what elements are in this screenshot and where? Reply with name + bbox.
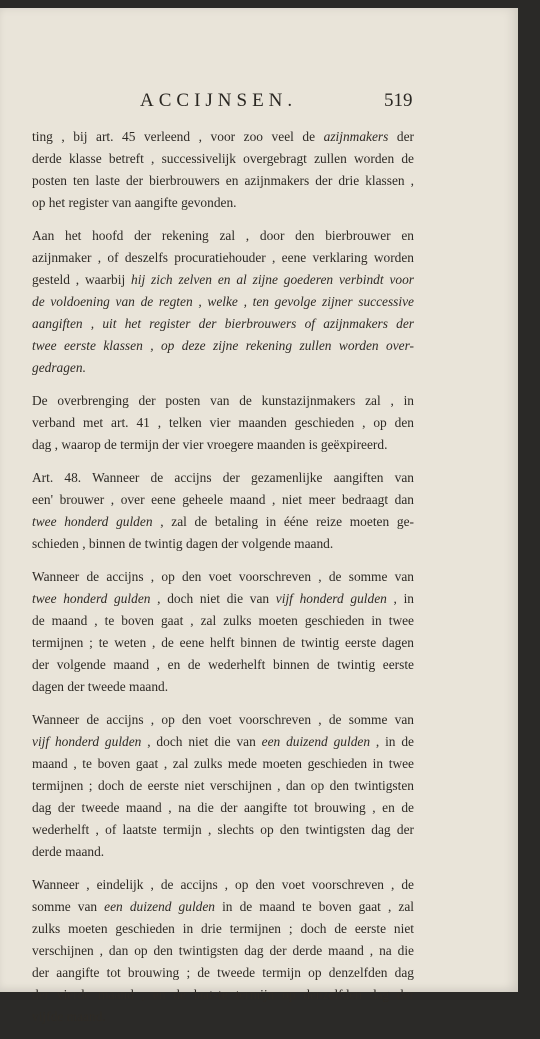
text-line <box>32 940 414 962</box>
text-line <box>32 291 414 313</box>
text-segment: somme van <box>32 899 105 914</box>
text-line <box>32 588 414 610</box>
text-line <box>32 467 414 489</box>
paragraph <box>32 874 414 1028</box>
text-line <box>32 984 414 1006</box>
text-segment: verschijnen , dan op den twintigsten dag der derde maand , na die <box>32 943 414 958</box>
paragraph <box>32 709 414 863</box>
text-segment: , doch niet die van <box>141 734 262 749</box>
text-segment: azijnmaker , of deszelfs procuratiehouder , eene verklaring worden <box>32 250 414 265</box>
paragraph <box>32 566 414 698</box>
text-segment: , in de <box>370 734 414 749</box>
text-segment: wederhelft , of laatste termijn , slechts op den twintigsten dag der <box>32 822 414 837</box>
text-segment: der <box>388 129 415 144</box>
text-segment: derde klasse betreft , successivelijk overgebragt zullen worden de <box>32 151 414 166</box>
text-line <box>32 1006 414 1028</box>
text-line <box>32 654 414 676</box>
text-line <box>32 192 414 214</box>
text-segment: de maand , te boven gaat , zal zulks moeten geschieden in twee <box>32 613 414 628</box>
text-line <box>32 390 414 412</box>
italic-text: vijf honderd gulden <box>275 591 387 606</box>
page-number: 519 <box>384 90 413 111</box>
body-text <box>32 126 414 1039</box>
text-line <box>32 357 414 379</box>
italic-text: gedragen. <box>32 360 86 375</box>
text-segment: , in <box>386 591 414 606</box>
text-line <box>32 610 414 632</box>
text-segment: , doch niet die van <box>150 591 276 606</box>
text-segment: schieden , binnen de twintig dagen der volgende maand. <box>32 536 334 551</box>
text-segment: der aangifte tot brouwing ; de tweede termijn op denzelfden dag <box>32 965 414 980</box>
text-segment: vijfde maand. <box>32 1009 106 1024</box>
italic-text: aangiften , uit het register der bierbrouwers of azijnmakers der <box>32 316 414 331</box>
text-line <box>32 533 414 555</box>
text-line <box>32 962 414 984</box>
text-segment: ting , bij art. 45 verleend , voor zoo veel de <box>32 129 324 144</box>
text-line <box>32 247 414 269</box>
paragraph <box>32 225 414 379</box>
text-line <box>32 896 414 918</box>
italic-text: vijf honderd gulden <box>32 734 142 749</box>
text-segment: termijnen ; doch de eerste niet verschijnen , dan op den twintigsten <box>32 778 414 793</box>
paragraph <box>32 126 414 214</box>
paragraph <box>32 390 414 456</box>
running-head: ACCIJNSEN. <box>140 90 298 111</box>
text-segment: dag , waarop de termijn der vier vroegere maanden is geëxpireerd. <box>32 437 388 452</box>
italic-text: twee eerste klassen , op deze zijne rekening zullen worden over- <box>32 338 414 353</box>
text-line <box>32 126 414 148</box>
italic-text: twee honderd gulden <box>32 514 153 529</box>
italic-text: azijnmakers <box>323 129 389 144</box>
text-line <box>32 225 414 247</box>
text-line <box>32 632 414 654</box>
text-segment: Wanneer de accijns , op den voet voorschreven , de somme van <box>32 712 414 727</box>
italic-text: twee honderd gulden <box>32 591 151 606</box>
book-page <box>0 8 518 1024</box>
italic-text: een duizend gulden <box>261 734 371 749</box>
text-line <box>32 170 414 192</box>
text-segment: , zal de betaling in éénе reize moeten ge- <box>152 514 414 529</box>
text-segment: Wanneer de accijns , op den voet voorschreven , de somme van <box>32 569 414 584</box>
italic-text: de voldoening van de regten , welke , ten gevolge zijner successive <box>32 294 414 309</box>
text-segment: termijnen ; te weten , de eene helft binnen de twintig eerste dagen <box>32 635 414 650</box>
text-line <box>32 148 414 170</box>
text-line <box>32 335 414 357</box>
paragraph <box>32 467 414 555</box>
text-line <box>32 841 414 863</box>
text-segment: dag der tweede maand , na die der aangifte tot brouwing , en de <box>32 800 414 815</box>
italic-text: een duizend gulden <box>104 899 216 914</box>
text-segment: verband met art. 41 , telken vier maanden geschieden , op den <box>32 415 414 430</box>
text-line <box>32 819 414 841</box>
text-line <box>32 775 414 797</box>
text-segment: derde maand. <box>32 844 105 859</box>
text-line <box>32 797 414 819</box>
text-line <box>32 313 414 335</box>
text-line <box>32 269 414 291</box>
text-segment: der vierde maand , en de laatste termijn op denzelfden dag der <box>32 987 414 1002</box>
page-header <box>0 88 518 116</box>
text-line <box>32 731 414 753</box>
text-line <box>32 489 414 511</box>
text-segment: zulks moeten geschieden in drie termijnen ; doch de eerste niet <box>32 921 414 936</box>
text-line <box>32 434 414 456</box>
text-line <box>32 753 414 775</box>
text-segment: posten ten laste der bierbrouwers en azijnmakers der drie klassen , <box>32 173 414 188</box>
text-line <box>32 918 414 940</box>
text-segment: gesteld , waarbij <box>32 272 132 287</box>
text-line <box>32 412 414 434</box>
text-segment: der volgende maand , en de wederhelft binnen de twintig eerste <box>32 657 414 672</box>
text-segment: maand , te boven gaat , zal zulks mede moeten geschieden in twee <box>32 756 414 771</box>
text-line <box>32 874 414 896</box>
text-segment: dagen der tweede maand. <box>32 679 169 694</box>
text-line <box>32 566 414 588</box>
text-segment: De overbrenging der posten van de kunstazijnmakers zal , in <box>32 393 414 408</box>
text-segment: Art. 48. Wanneer de accijns der gezamenlijke aangiften van <box>32 470 414 485</box>
text-line <box>32 709 414 731</box>
text-segment: Wanneer , eindelijk , de accijns , op den voet voorschreven , de <box>32 877 414 892</box>
text-line <box>32 511 414 533</box>
text-line <box>32 676 414 698</box>
italic-text: hij zich zelven en al zijne goederen verbindt voor <box>131 272 414 287</box>
text-segment: in de maand te boven gaat , zal <box>215 899 414 914</box>
text-segment: een' brouwer , over eene geheele maand , niet meer bedraagt dan <box>32 492 414 507</box>
text-segment: Aan het hoofd der rekening zal , door den bierbrouwer en <box>32 228 414 243</box>
text-segment: op het register van aangifte gevonden. <box>32 195 237 210</box>
